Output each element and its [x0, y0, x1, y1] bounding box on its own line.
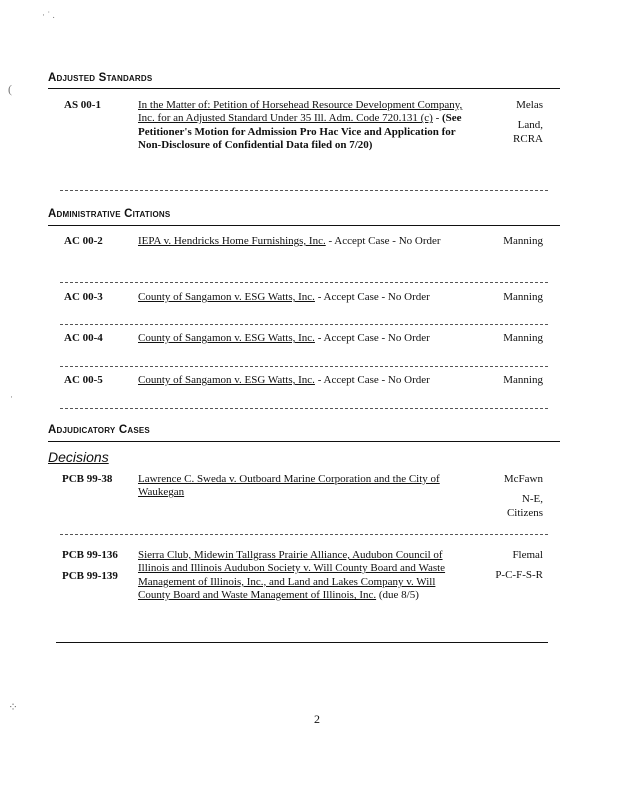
- scan-mark: ⁘: [8, 700, 19, 714]
- case-number: AC 00-3: [64, 291, 103, 303]
- section-end-rule: [56, 642, 548, 643]
- section-title-administrative-citations: Administrative Citations: [48, 208, 171, 220]
- subsection-title-decisions: Decisions: [48, 449, 109, 465]
- case-status: - Accept Case - No Order: [314, 332, 430, 344]
- page-number: 2: [314, 712, 320, 726]
- case-description: [138, 473, 468, 500]
- scan-mark: · ˙ .: [42, 10, 55, 20]
- case-description: [138, 99, 474, 153]
- case-number: PCB 99-38: [62, 473, 113, 485]
- board-member: [463, 549, 543, 583]
- section-title-adjudicatory-cases: Adjudicatory Cases: [48, 424, 150, 436]
- case-separator: -: [432, 112, 442, 125]
- case-number: AC 00-5: [64, 374, 103, 386]
- case-tag: N-E,: [521, 492, 543, 505]
- case-tag: Citizens: [506, 506, 543, 519]
- scan-mark: (: [8, 82, 12, 96]
- board-member: Manning: [503, 291, 543, 303]
- case-description: [138, 235, 458, 248]
- case-description: [138, 291, 498, 304]
- row-divider: [60, 324, 548, 325]
- board-member: [463, 99, 543, 146]
- board-member: Manning: [503, 374, 543, 386]
- row-divider: [60, 366, 548, 367]
- case-number: AS 00-1: [64, 99, 101, 111]
- case-number: PCB 99-136: [62, 549, 118, 561]
- case-description: [138, 332, 498, 345]
- case-title-link[interactable]: IEPA v. Hendricks Home Furnishings, Inc.: [138, 235, 326, 247]
- board-member-name: Melas: [516, 99, 543, 111]
- case-description: [138, 549, 464, 603]
- case-status: - Accept Case - No Order: [325, 235, 441, 247]
- scan-mark: ·: [10, 392, 13, 402]
- section-rule: [48, 225, 560, 226]
- case-status: (due 8/5): [376, 589, 419, 602]
- section-title-adjusted-standards: Adjusted Standards: [48, 72, 153, 84]
- case-tag: RCRA: [513, 132, 543, 145]
- board-member: [463, 473, 543, 520]
- case-number: AC 00-2: [64, 235, 103, 247]
- case-number: AC 00-4: [64, 332, 103, 344]
- row-divider: [60, 282, 548, 283]
- board-member-name: Flemal: [512, 549, 543, 561]
- section-rule: [48, 441, 560, 442]
- case-status: - Accept Case - No Order: [314, 374, 430, 386]
- case-title-link[interactable]: Lawrence C. Sweda v. Outboard Marine Corporation and the City of Waukegan: [138, 473, 440, 499]
- board-member-name: McFawn: [503, 473, 543, 485]
- case-title-link[interactable]: County of Sangamon v. ESG Watts, Inc.: [138, 291, 315, 303]
- case-description: [138, 374, 498, 387]
- case-tag: P-C-F-S-R: [495, 568, 543, 581]
- case-title-link[interactable]: County of Sangamon v. ESG Watts, Inc.: [138, 374, 315, 386]
- case-note: (See Petitioner's Motion for Admission Pro Hac Vice and Application for Non-Disclosure of Confidential Data filed on 7/20): [138, 112, 462, 152]
- case-number-secondary: PCB 99-139: [62, 570, 118, 582]
- board-member: Manning: [503, 332, 543, 344]
- row-divider: [60, 190, 548, 191]
- case-tag: Land,: [517, 118, 543, 131]
- row-divider: [60, 534, 548, 535]
- case-title-link[interactable]: County of Sangamon v. ESG Watts, Inc.: [138, 332, 315, 344]
- section-rule: [48, 88, 560, 89]
- case-status: - Accept Case - No Order: [314, 291, 430, 303]
- case-title-link[interactable]: Sierra Club, Midewin Tallgrass Prairie Alliance, Audubon Council of Illinois and Illinois Audubon Society v. Will County Board and Waste Management of Illinois, Inc., and Land and Lakes Company v. Will County Board and Waste Management of Illinois, Inc.: [138, 549, 446, 602]
- board-member: Manning: [503, 235, 543, 247]
- row-divider: [60, 408, 548, 409]
- case-title-link[interactable]: In the Matter of: Petition of Horsehead Resource Development Company, Inc. for an Adjusted Standard Under 35 Ill. Adm. Code 720.131 (c): [138, 99, 463, 125]
